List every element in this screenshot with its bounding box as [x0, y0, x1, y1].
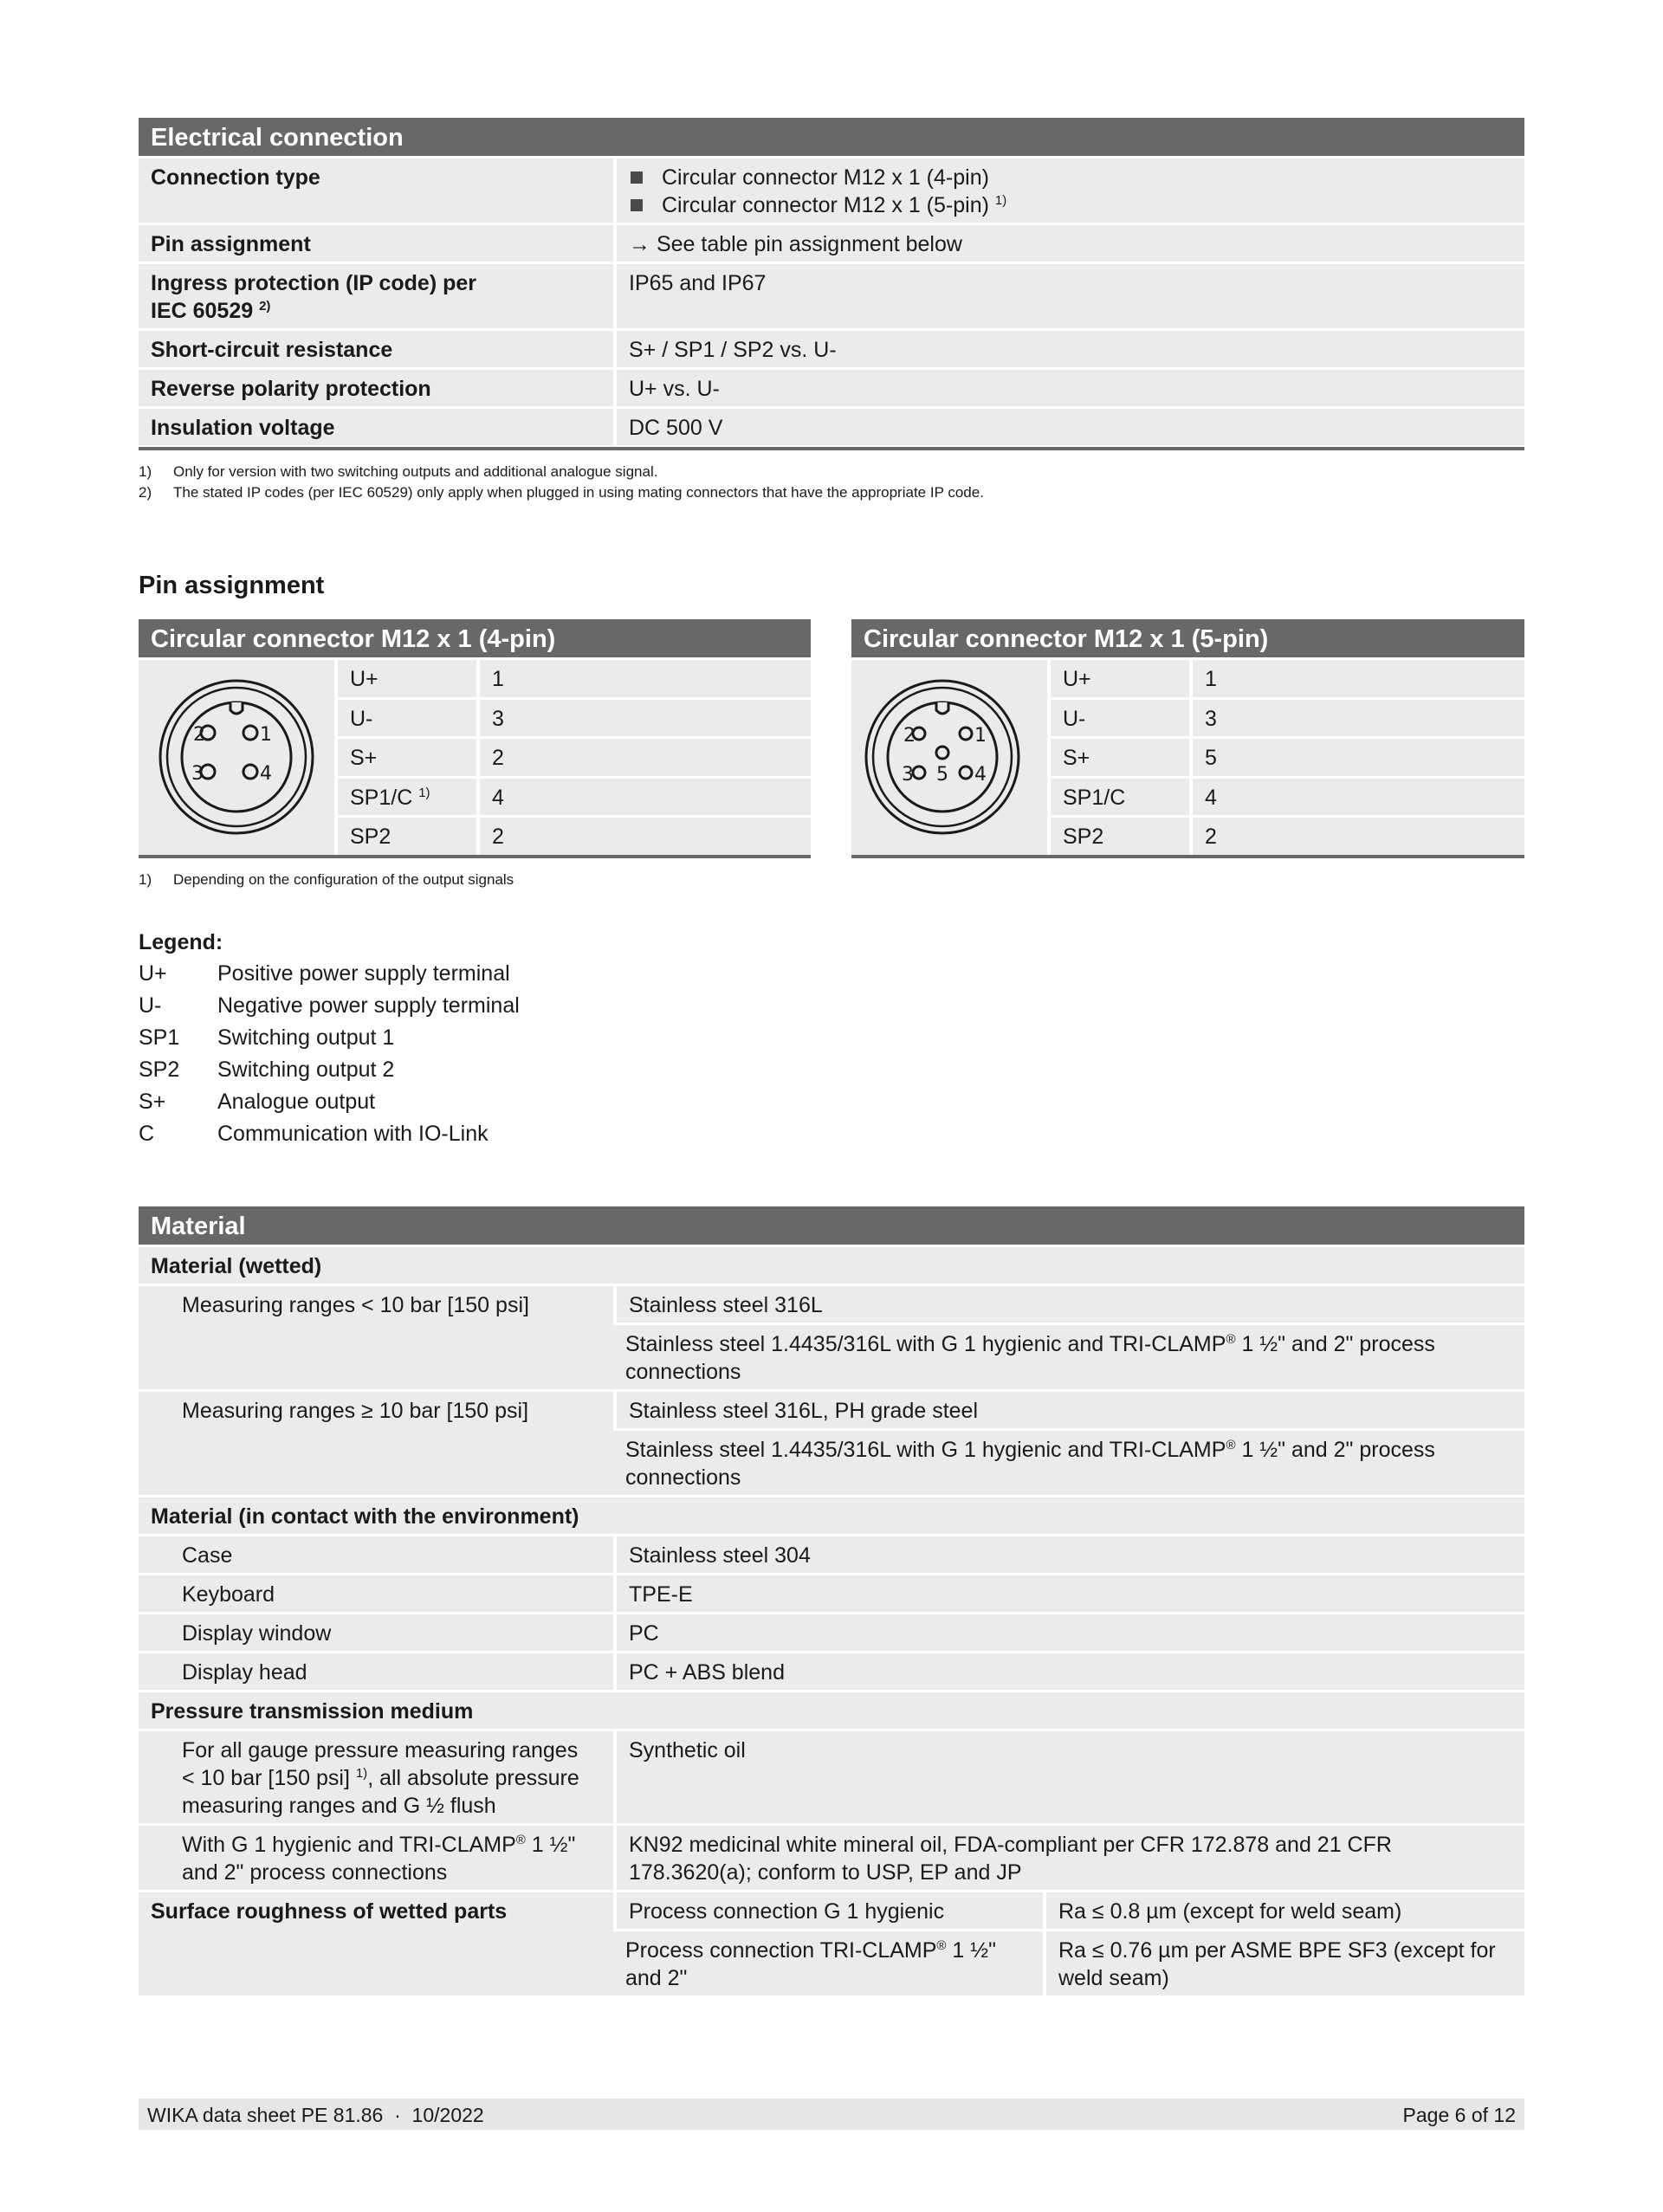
pin-assignment-value: → See table pin assignment below — [613, 225, 1524, 262]
material-wetted-label: Material (wetted) — [139, 1247, 1524, 1284]
bullet-square-icon — [631, 171, 643, 184]
m12-5pin-connector-icon — [851, 660, 1047, 855]
range-ge10-value-1: Stainless steel 316L, PH grade steel — [613, 1392, 1524, 1428]
pin-number: 3 — [1189, 700, 1524, 740]
connection-type-value — [613, 158, 1524, 223]
range-lt10-label: Measuring ranges < 10 bar [150 psi] — [139, 1286, 613, 1389]
pin-assignment-title: Pin assignment — [139, 572, 325, 599]
pin-signal: U- — [338, 700, 476, 740]
table-row — [139, 1653, 1524, 1690]
reverse-polarity-value: U+ vs. U- — [613, 370, 1524, 406]
pin-assignment-label: Pin assignment — [139, 225, 613, 262]
table-row — [338, 779, 811, 818]
footnote-number: 2) — [139, 484, 152, 501]
cell-text: Stainless steel 1.4435/316L with G 1 hygienic and TRI-CLAMP — [625, 1332, 1226, 1356]
pin-label: 2 — [903, 725, 916, 747]
roughness-conn-triclamp — [613, 1931, 1043, 1995]
pin-signal: U- — [1051, 700, 1189, 740]
legend-symbol: C — [139, 1122, 155, 1146]
connector-4pin-box — [139, 619, 811, 890]
env-item-label: Keyboard — [139, 1575, 613, 1612]
table-row — [139, 1536, 1524, 1573]
pin-number: 1 — [476, 660, 811, 700]
registered-mark: ® — [515, 1833, 526, 1847]
material-table — [139, 1245, 1524, 1998]
legend-text: Switching output 2 — [217, 1057, 395, 1082]
pin-signal: S+ — [1051, 739, 1189, 779]
footnote-ref: 2) — [259, 299, 271, 314]
legend-item — [139, 1054, 520, 1086]
electrical-connection-header: Electrical connection — [139, 118, 1524, 156]
pin-table-5pin — [1051, 660, 1524, 855]
pin-label: 5 — [936, 764, 948, 786]
pin-signal: SP1/C — [1051, 779, 1189, 818]
pin-number: 2 — [1189, 818, 1524, 855]
table-end-rule — [139, 855, 811, 858]
legend-symbol: U+ — [139, 961, 167, 986]
table-row — [139, 1497, 1524, 1534]
connector-4pin-body — [139, 660, 811, 855]
label-line1: Ingress protection (IP code) per — [151, 271, 477, 295]
electrical-footnotes — [139, 462, 1524, 503]
pin-label: 4 — [974, 764, 987, 786]
pin-number: 1 — [1189, 660, 1524, 700]
reverse-polarity-label: Reverse polarity protection — [139, 370, 613, 406]
cell-text: Stainless steel 1.4435/316L with G 1 hygienic and TRI-CLAMP — [625, 1438, 1226, 1462]
electrical-connection-table — [139, 156, 1524, 448]
connector-4pin-header: Circular connector M12 x 1 (4-pin) — [139, 619, 811, 657]
pin-label: 1 — [260, 724, 272, 746]
cell-text: 1 ½" and 2" process connections — [625, 1438, 1435, 1490]
table-row — [1051, 779, 1524, 818]
page-footer — [139, 2099, 1524, 2130]
connector-5pin-diagram-cell — [851, 660, 1047, 855]
roughness-conn-g1: Process connection G 1 hygienic — [613, 1892, 1043, 1929]
connector-5pin-box — [851, 619, 1524, 858]
table-row — [338, 818, 811, 855]
pin-label: 3 — [902, 764, 914, 786]
table-row — [139, 1247, 1524, 1284]
footer-page-number: Page 6 of 12 — [1402, 2104, 1516, 2126]
legend-symbol: S+ — [139, 1090, 166, 1114]
table-row — [1051, 660, 1524, 700]
legend-title: Legend: — [139, 930, 223, 954]
cell-text: Process connection TRI-CLAMP — [625, 1938, 937, 1963]
footnote-text: The stated IP codes (per IEC 60529) only apply when plugged in using mating connectors that have the appropriate IP code. — [173, 484, 984, 501]
legend-text: Positive power supply terminal — [217, 961, 510, 986]
ptm-gauge-value: Synthetic oil — [613, 1731, 1524, 1823]
connector-5pin-header: Circular connector M12 x 1 (5-pin) — [851, 619, 1524, 657]
pin-label: 2 — [193, 724, 205, 746]
table-row — [139, 1575, 1524, 1612]
legend-symbol: U- — [139, 993, 162, 1018]
pin-signal: U+ — [338, 660, 476, 700]
legend — [139, 927, 520, 1150]
table-row — [139, 1892, 1524, 1929]
legend-text: Analogue output — [217, 1090, 376, 1114]
range-ge10-value-2 — [613, 1431, 1524, 1495]
pin-label: 4 — [260, 763, 272, 785]
table-end-rule — [851, 855, 1524, 858]
legend-symbol: SP1 — [139, 1025, 180, 1050]
pin-number: 2 — [476, 739, 811, 779]
registered-mark: ® — [1226, 1332, 1236, 1347]
connector-5pin-body — [851, 660, 1524, 855]
material-env-label: Material (in contact with the environment) — [139, 1497, 1524, 1534]
footnote-ref: 1) — [355, 1766, 368, 1781]
env-item-value: TPE-E — [613, 1575, 1524, 1612]
env-item-value: PC — [613, 1614, 1524, 1651]
env-item-label: Case — [139, 1536, 613, 1573]
short-circuit-value: S+ / SP1 / SP2 vs. U- — [613, 331, 1524, 367]
footnote-ref: 1) — [994, 193, 1007, 208]
registered-mark: ® — [1226, 1438, 1236, 1452]
table-row — [139, 1731, 1524, 1823]
pin-table-4pin — [338, 660, 811, 855]
legend-symbol: SP2 — [139, 1057, 180, 1082]
legend-text: Negative power supply terminal — [217, 993, 520, 1018]
bullet-text: Circular connector M12 x 1 (5-pin) — [662, 193, 989, 217]
range-lt10-value-2 — [613, 1325, 1524, 1389]
table-row — [139, 409, 1524, 445]
pin-number: 4 — [1189, 779, 1524, 818]
pin-signal: U+ — [1051, 660, 1189, 700]
short-circuit-label: Short-circuit resistance — [139, 331, 613, 367]
material-section — [139, 1206, 1524, 1998]
env-item-label: Display window — [139, 1614, 613, 1651]
pin-number: 5 — [1189, 739, 1524, 779]
cell-text: 1 ½" and 2" process connections — [625, 1332, 1435, 1384]
pin-signal — [338, 779, 476, 818]
pin-label: 1 — [974, 725, 987, 747]
table-row — [338, 660, 811, 700]
table-row — [139, 1286, 1524, 1323]
table-row — [1051, 818, 1524, 855]
footnote-number: 1) — [139, 463, 152, 480]
cell-text: 1 ½" and 2" process connections — [182, 1833, 576, 1885]
range-ge10-label: Measuring ranges ≥ 10 bar [150 psi] — [139, 1392, 613, 1495]
table-row — [139, 158, 1524, 223]
footnote-ref: 1) — [418, 785, 430, 800]
label-line2: IEC 60529 — [151, 299, 254, 323]
pin-number: 3 — [476, 700, 811, 740]
cell-text: , all absolute pressure measuring ranges and G ½ flush — [182, 1766, 579, 1818]
legend-item — [139, 1118, 520, 1150]
cell-text: With G 1 hygienic and TRI-CLAMP — [182, 1833, 516, 1857]
legend-item — [139, 1022, 520, 1054]
ptm-hygienic-value: KN92 medicinal white mineral oil, FDA-compliant per CFR 172.878 and 21 CFR 178.3620(a); conform to USP, EP and JP — [613, 1826, 1524, 1890]
cell-text: 1 ½" and 2" — [625, 1938, 996, 1990]
ptm-gauge-label — [139, 1731, 613, 1823]
legend-item — [139, 990, 520, 1022]
table-row — [139, 1392, 1524, 1428]
footnote-text: Only for version with two switching outputs and additional analogue signal. — [173, 463, 658, 480]
table-row — [139, 264, 1524, 328]
table-end-rule — [139, 447, 1524, 450]
table-row — [139, 331, 1524, 367]
bullet-square-icon — [631, 199, 643, 211]
insulation-voltage-value: DC 500 V — [613, 409, 1524, 445]
cell-text: For all gauge pressure measuring ranges < 10 bar [150 psi] — [182, 1738, 579, 1790]
ptm-hygienic-label — [139, 1826, 613, 1890]
pin-signal: S+ — [338, 739, 476, 779]
connector-4pin-diagram-cell — [139, 660, 334, 855]
pin-label: 3 — [191, 763, 204, 785]
legend-item — [139, 958, 520, 990]
env-item-label: Display head — [139, 1653, 613, 1690]
table-row — [139, 225, 1524, 262]
registered-mark: ® — [936, 1938, 947, 1953]
roughness-value-triclamp: Ra ≤ 0.76 µm per ASME BPE SF3 (except for weld seam) — [1043, 1931, 1524, 1995]
connection-type-label: Connection type — [139, 158, 613, 223]
legend-text: Communication with IO-Link — [217, 1122, 489, 1146]
table-row — [139, 1826, 1524, 1890]
env-item-value: PC + ABS blend — [613, 1653, 1524, 1690]
legend-item — [139, 1086, 520, 1118]
ingress-protection-label — [139, 264, 613, 328]
pin-signal-text: SP1/C — [350, 785, 413, 810]
table-row — [139, 1692, 1524, 1729]
ptm-label: Pressure transmission medium — [139, 1692, 1524, 1729]
table-row — [1051, 739, 1524, 779]
surface-roughness-label: Surface roughness of wetted parts — [139, 1892, 613, 1995]
table-row — [338, 700, 811, 740]
footnote — [139, 870, 811, 890]
ingress-protection-value: IP65 and IP67 — [613, 264, 1524, 328]
footer-document-id: WIKA data sheet PE 81.86 · 10/2022 — [147, 2104, 484, 2126]
pin-number: 4 — [476, 779, 811, 818]
material-header: Material — [139, 1206, 1524, 1245]
legend-text: Switching output 1 — [217, 1025, 395, 1050]
table-row — [139, 1614, 1524, 1651]
electrical-connection-section — [139, 118, 1524, 503]
footnote — [139, 462, 1524, 482]
table-row — [338, 739, 811, 779]
env-item-value: Stainless steel 304 — [613, 1536, 1524, 1573]
range-lt10-value-1: Stainless steel 316L — [613, 1286, 1524, 1323]
pin-signal: SP2 — [1051, 818, 1189, 855]
m12-4pin-connector-icon — [139, 660, 334, 855]
pin-number: 2 — [476, 818, 811, 855]
insulation-voltage-label: Insulation voltage — [139, 409, 613, 445]
table-row — [139, 370, 1524, 406]
footnote-text: Depending on the configuration of the output signals — [173, 871, 514, 888]
footnote-number: 1) — [139, 871, 152, 888]
pin-signal: SP2 — [338, 818, 476, 855]
list-item — [629, 191, 1512, 219]
footnote — [139, 482, 1524, 503]
table-row — [1051, 700, 1524, 740]
bullet-text: Circular connector M12 x 1 (4-pin) — [662, 165, 989, 190]
roughness-value-g1: Ra ≤ 0.8 µm (except for weld seam) — [1043, 1892, 1524, 1929]
list-item — [629, 164, 1512, 191]
